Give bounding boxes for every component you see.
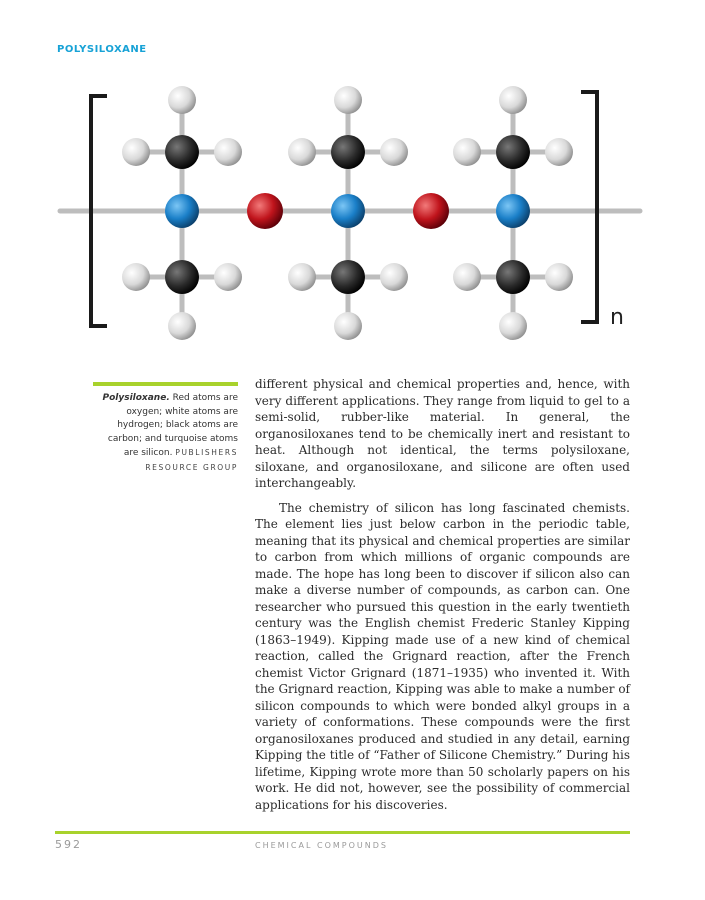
hydrogen-atom [499, 86, 527, 114]
oxygen-atom [247, 193, 283, 229]
hydrogen-atom [168, 312, 196, 340]
hydrogen-atom [545, 263, 573, 291]
hydrogen-atom [499, 312, 527, 340]
hydrogen-atom [168, 86, 196, 114]
polysiloxane-molecule-figure [55, 80, 645, 340]
carbon-atom [496, 135, 530, 169]
hydrogen-atom [214, 138, 242, 166]
body-text [255, 376, 630, 813]
caption-text: Red atoms are oxygen; white atoms are hydrogen; black atoms are carbon; and turquoise atoms are silicon. [107, 393, 238, 458]
hydrogen-atom [288, 138, 316, 166]
silicon-atom [165, 194, 199, 228]
hydrogen-atom [288, 263, 316, 291]
paragraph-1: different physical and chemical properties and, hence, with very different applications. They range from liquid to gel to a semi-solid, rubber-like material. In general, the organosiloxanes tend to be chemically inert and resistant to heat. Although not identical, the terms polysiloxane, siloxane, and organosiloxane, and silicone are often used interchangeably. [255, 377, 630, 490]
caption-credit: PUBLISHERS RESOURCE GROUP [145, 448, 238, 472]
hydrogen-atom [334, 86, 362, 114]
silicon-atom [331, 194, 365, 228]
caption-rule [93, 382, 238, 386]
hydrogen-atom [545, 138, 573, 166]
figure-caption [93, 392, 238, 475]
carbon-atom [331, 135, 365, 169]
carbon-atom [331, 260, 365, 294]
caption-lead: Polysiloxane. [102, 393, 170, 403]
hydrogen-atom [453, 138, 481, 166]
hydrogen-atom [214, 263, 242, 291]
hydrogen-atom [380, 138, 408, 166]
carbon-atom [165, 135, 199, 169]
hydrogen-atom [380, 263, 408, 291]
carbon-atom [496, 260, 530, 294]
silicon-atom [496, 194, 530, 228]
running-footer: CHEMICAL COMPOUNDS [255, 841, 388, 850]
right-bracket [581, 92, 597, 322]
running-header: POLYSILOXANE [57, 44, 147, 55]
footer-rule [55, 831, 630, 834]
hydrogen-atom [122, 263, 150, 291]
oxygen-atom [413, 193, 449, 229]
repeat-subscript: n [610, 305, 624, 330]
hydrogen-atom [334, 312, 362, 340]
page-number: 592 [55, 838, 82, 851]
hydrogen-atom [453, 263, 481, 291]
hydrogen-atom [122, 138, 150, 166]
carbon-atom [165, 260, 199, 294]
paragraph-2: The chemistry of silicon has long fascinated chemists. The element lies just below carbon in the periodic table, meaning that its physical and chemical properties are similar to carbon from which millions of organic compounds are made. The hope has long been to discover if silicon also can make a diverse number of compounds, as carbon can. One researcher who pursued this question in the early twentieth century was the English chemist Frederic Stanley Kipping (1863–1949). Kipping made use of a new kind of chemical reaction, called the Grignard reaction, after the French chemist Victor Grignard (1871–1935) who invented it. With the Grignard reaction, Kipping was able to make a number of silicon compounds to which were bonded alkyl groups in a variety of conformations. These compounds were the first organosiloxanes produced and studied in any detail, earning Kipping the title of “Father of Silicone Chemistry.” During his lifetime, Kipping wrote more than 50 scholarly papers on his work. He did not, however, see the possibility of commercial applications for his discoveries. [255, 500, 630, 812]
